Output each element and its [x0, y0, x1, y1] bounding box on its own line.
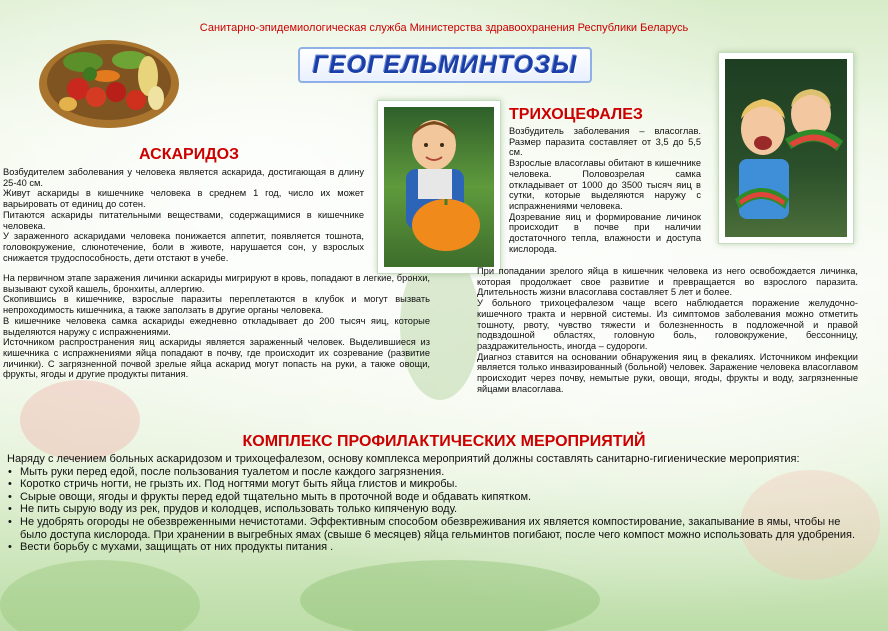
prevention-item: • Сырые овощи, ягоды и фрукты перед едой тщательно мыть в проточной воде и обдавать кипятком.: [8, 490, 532, 503]
trichuriasis-text-top: [509, 126, 701, 254]
trichuriasis-paragraph: Дозревание яиц и формирование личинок происходит в почве при наличии достаточного тепла, влажности и доступа кислорода.: [509, 211, 701, 254]
children-illustration: [725, 59, 847, 237]
prevention-item: • Не пить сырую воду из рек, прудов и колодцев, использовать только кипяченую воду.: [8, 503, 458, 516]
ascaridosis-paragraph: Питаются аскариды питательными веществами, содержащимися в кишечнике человека.: [3, 209, 364, 231]
ascaridosis-paragraph: В кишечнике человека самка аскариды ежедневно откладывает до 200 тысяч яиц, которые выделяются наружу с испражнениями.: [3, 315, 430, 337]
boy-illustration: [384, 107, 494, 267]
children-photo-frame: [718, 52, 854, 244]
children-eating-watermelon-photo: [725, 59, 847, 237]
trichuriasis-paragraph: При попадании зрелого яйца в кишечник человека из него освобождается личинка, которая продолжает свое развитие и превращается во взрослого паразита. Длительность жизни власоглава составляет 5 лет и более.: [477, 266, 858, 298]
ascaridosis-paragraph: Живут аскариды в кишечнике человека в среднем 1 год, число их может варьировать от единиц до сотен.: [3, 188, 364, 210]
bullet-icon: •: [8, 515, 12, 528]
ascaridosis-paragraph: Источником распространения яиц аскариды является зараженный человек. Выделившиеся из кишечника с испражнениями яйца попадают в почву, где происходит их созревание (развитие личинки). С загрязненной почвой зрелые яйца аскарид могут попасть на руки, а также овощи, фрукты, ягоды и другие продукты питания.: [3, 337, 430, 380]
ascaridosis-text-top: [3, 167, 364, 263]
bullet-icon: •: [8, 490, 12, 503]
bullet-icon: •: [8, 478, 12, 491]
vegetable-basket-image: [38, 34, 180, 130]
prevention-item: • Не удобрять огороды не обезвреженными нечистотами. Эффективным способом обезвреживания их является компостирование, закапывание в ямы, чтобы не было доступа кислорода. При хранении в выгребных ямах (свыше 6 месяцев) яйца гельминтов погибают, после чего компост можно использовать для удобрения.: [8, 515, 856, 541]
organization-header: Санитарно-эпидемиологическая служба Министерства здравоохранения Республики Беларусь: [199, 22, 689, 34]
boy-with-pumpkin-photo: [384, 107, 494, 267]
ascaridosis-paragraph: На первичном этапе заражения личинки аскариды мигрируют в кровь, попадают в легкие, бронхи, вызывают сухой кашель, бронхиты, аллергию.: [3, 273, 430, 294]
trichuriasis-paragraph: У больного трихоцефалезом чаще всего наблюдается поражение желудочно-кишечного тракта и нервной системы. Из симптомов заболевания можно отметить тошноту, рвоту, чувство тяжести и болезненность в подложечной и правой подвздошной областях, головную боль, головокружение, бессонницу, раздражительность, иногда – судороги.: [477, 298, 858, 351]
title-banner: [298, 47, 592, 83]
prevention-item: • Вести борьбу с мухами, защищать от них продукты питания .: [8, 541, 334, 554]
prevention-list: [7, 466, 859, 554]
prevention-item: • Мыть руки перед едой, после пользования туалетом и после каждого загрязнения.: [8, 465, 445, 478]
ascaridosis-paragraph: Скопившись в кишечнике, взрослые паразиты переплетаются в клубок и могут вызвать непроходимость кишечника, а также заползать в другие органы человека.: [3, 294, 430, 316]
bullet-icon: •: [8, 541, 12, 554]
trichuriasis-text-bottom: [477, 266, 858, 394]
prevention-item: • Коротко стричь ногти, не грызть их. Под ногтями могут быть яйца глистов и микробы.: [8, 478, 458, 491]
ascaridosis-paragraph: Возбудителем заболевания у человека является аскарида, достигающая в длину 25-40 см.: [3, 167, 364, 188]
trichuriasis-heading: ТРИХОЦЕФАЛЕЗ: [509, 106, 643, 123]
bg-decoration: [300, 560, 600, 631]
trichuriasis-paragraph: Диагноз ставится на основании обнаружения яиц в фекалиях. Источником инфекции является только инвазированный (больной) человек. Заражение человека власоглавом происходит через почву, немытые руки, овощи, ягоды, фрукты и воду, загрязненные яйцами власоглава.: [477, 351, 858, 394]
page-title: ГЕОГЕЛЬМИНТОЗЫ: [312, 51, 578, 79]
trichuriasis-paragraph: Взрослые власоглавы обитают в кишечнике человека. Половозрелая самка откладывает от 1000 до 3500 тысяч яиц в сутки, которые выделяются наружу с испражнениями человека.: [509, 158, 701, 211]
prevention-text: [7, 453, 859, 554]
bullet-icon: •: [8, 503, 12, 516]
boy-photo-frame: [377, 100, 501, 274]
bg-decoration: [0, 560, 200, 631]
vegetable-basket-illustration: [38, 34, 180, 130]
ascaridosis-paragraph: У зараженного аскаридами человека понижается аппетит, появляется тошнота, головокружение, слюнотечение, боли в животе, нарушается сон, у взрослых снижается трудоспособность, дети отстают в учебе.: [3, 231, 364, 263]
prevention-heading: КОМПЛЕКС ПРОФИЛАКТИЧЕСКИХ МЕРОПРИЯТИЙ: [242, 433, 646, 450]
prevention-intro: Наряду с лечением больных аскаридозом и трихоцефалезом, основу комплекса мероприятий должны составлять санитарно-гигиенические мероприятия:: [7, 453, 800, 465]
bullet-icon: •: [8, 465, 12, 478]
trichuriasis-paragraph: Возбудитель заболевания – власоглав. Размер паразита составляет от 3,5 до 5,5 см.: [509, 126, 701, 158]
ascaridosis-heading: АСКАРИДОЗ: [139, 146, 240, 163]
ascaridosis-text-bottom: [3, 273, 430, 380]
